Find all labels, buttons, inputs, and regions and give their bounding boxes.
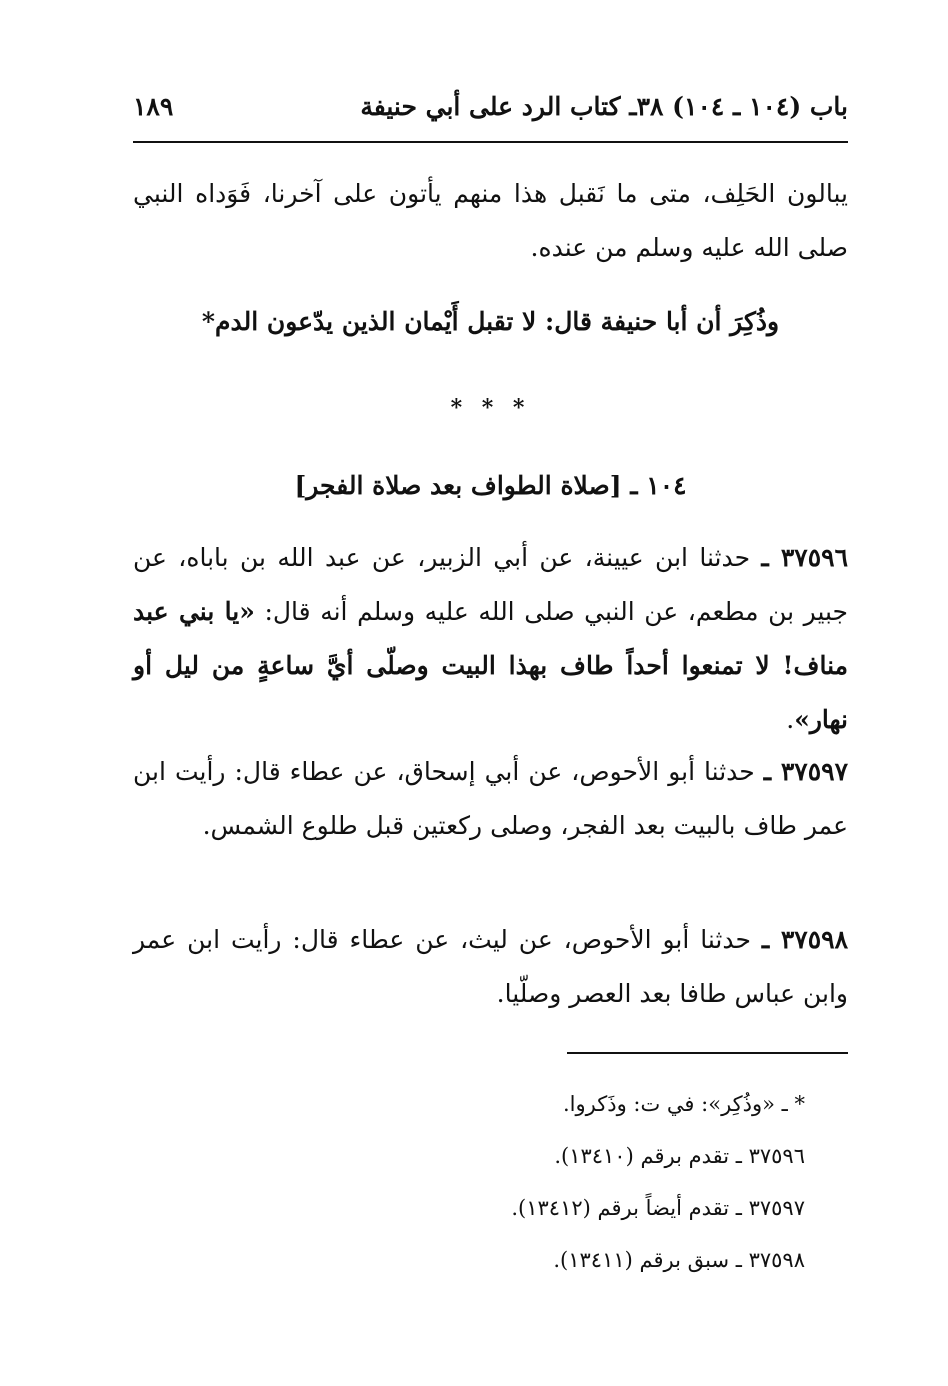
hadith-text: حدثنا ابن عيينة، عن أبي الزبير، عن عبد الله بن باباه، عن جبير بن مطعم، عن النبي صلى الله عليه وسلم أنه قال: <box>133 543 848 626</box>
hadith-37598 <box>133 913 848 1021</box>
footnotes <box>133 1078 805 1286</box>
hadith-37597 <box>133 745 848 853</box>
hadith-number: ٣٧٥٩٧ ـ <box>763 757 848 786</box>
abu-hanifa-statement: وذُكِرَ أن أبا حنيفة قال: لا تقبل أَيْمان الذين يدّعون الدم* <box>201 307 780 336</box>
section-separator: * * * <box>450 395 531 421</box>
chapter-title: ١٠٤ ـ [صلاة الطواف بعد صلاة الفجر] <box>294 471 687 500</box>
running-header <box>133 92 848 134</box>
hadith-end: . <box>786 705 795 734</box>
hadith-number: ٣٧٥٩٦ ـ <box>761 543 849 572</box>
page-number: ١٨٩ <box>133 92 174 121</box>
footnote-divider <box>567 1052 848 1054</box>
footnote-37597: ٣٧٥٩٧ ـ تقدم أيضاً برقم (١٣٤١٢). <box>511 1196 805 1220</box>
footnote-37598: ٣٧٥٩٨ ـ سبق برقم (١٣٤١١). <box>553 1248 805 1272</box>
hadith-number: ٣٧٥٩٨ ـ <box>761 925 849 954</box>
hadith-text: حدثنا أبو الأحوص، عن أبي إسحاق، عن عطاء قال: رأيت ابن عمر طاف بالبيت بعد الفجر، وصلى ركعتين قبل طلوع الشمس. <box>133 757 848 840</box>
header-divider <box>133 141 848 143</box>
footnote-37596: ٣٧٥٩٦ ـ تقدم برقم (١٣٤١٠). <box>554 1144 805 1168</box>
header-title: باب (١٠٤ ـ ١٠٤) ٣٨ـ كتاب الرد على أبي حنيفة <box>360 92 848 121</box>
paragraph-continuation: يبالون الحَلِف، متى ما نَقبل هذا منهم يأتون على آخرنا، فَوَداه النبي صلى الله عليه وسلم من عنده. <box>133 179 848 262</box>
hadith-quote: «يا بني عبد مناف! لا تمنعوا أحداً طاف بهذا البيت وصلّى أيَّ ساعةٍ من ليل أو نهار» <box>133 597 848 734</box>
footnote-star: * ـ «وذُكِر»: في ت: وذَكروا. <box>563 1092 805 1116</box>
hadith-text: حدثنا أبو الأحوص، عن ليث، عن عطاء قال: رأيت ابن عمر وابن عباس طافا بعد العصر وصلّيا. <box>133 925 848 1008</box>
hadith-37596 <box>133 531 848 747</box>
